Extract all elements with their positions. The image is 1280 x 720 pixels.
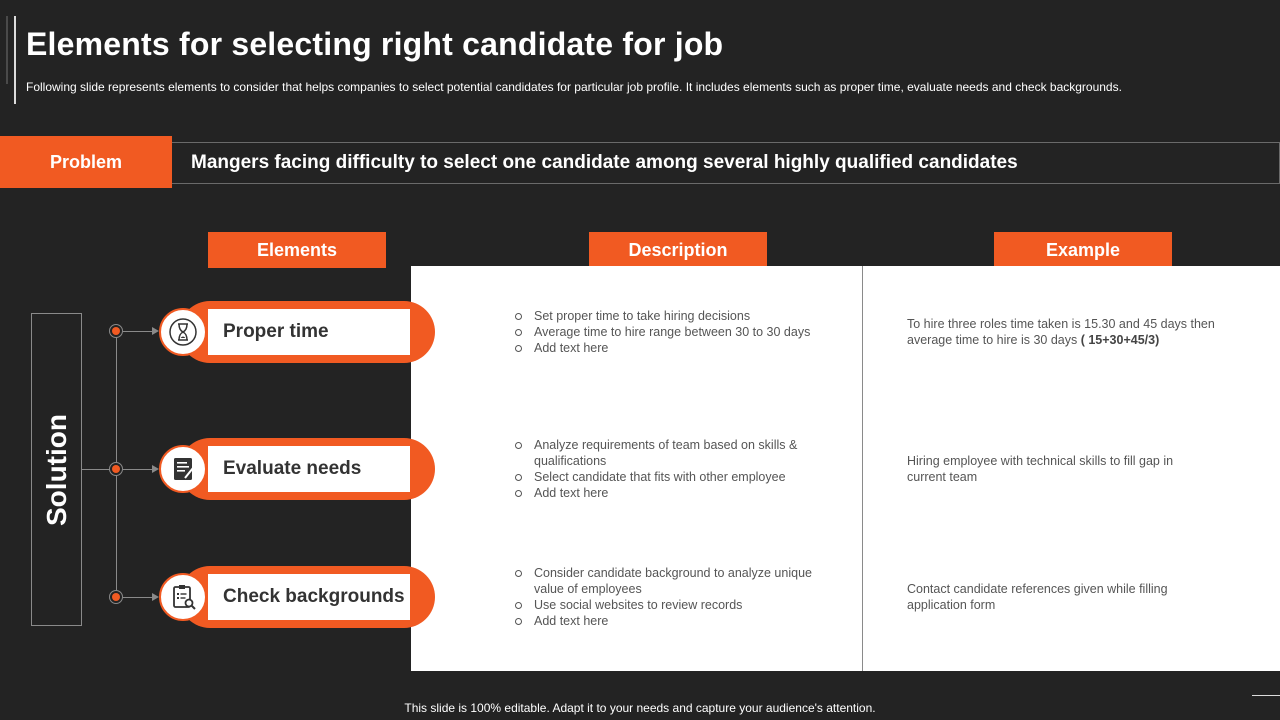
problem-statement: Mangers facing difficulty to select one candidate among several highly qualified candidates (172, 142, 1280, 184)
connector-dot (109, 590, 123, 604)
header-elements: Elements (208, 232, 386, 268)
footer-line (1252, 695, 1280, 696)
hourglass-icon (159, 308, 207, 356)
example-plain: Hiring employee with technical skills to fill gap in current team (907, 454, 1174, 484)
header-example: Example (994, 232, 1172, 268)
arrow-right-icon (152, 465, 159, 473)
arrow-right-icon (152, 593, 159, 601)
example-text (907, 453, 1207, 485)
problem-label: Problem (0, 136, 172, 188)
list-item: Add text here (514, 485, 814, 501)
example-text (907, 316, 1217, 348)
element-label-check-backgrounds: Check backgrounds (208, 574, 410, 620)
list-item: Set proper time to take hiring decisions (514, 308, 844, 324)
footer-note: This slide is 100% editable. Adapt it to your needs and capture your audience's attention. (404, 701, 876, 715)
list-item: Use social websites to review records (514, 597, 844, 613)
title-accent-line (14, 16, 16, 104)
list-item: Add text here (514, 613, 844, 629)
description-list (514, 437, 814, 501)
connector-dot (109, 324, 123, 338)
slide-title: Elements for selecting right candidate for job (26, 26, 724, 62)
description-list (514, 565, 844, 629)
description-list (514, 308, 844, 356)
slide-subtitle: Following slide represents elements to consider that helps companies to select potential candidates for particular job profile. It includes elements such as proper time, evaluate needs and check backgrounds. (26, 80, 1122, 94)
connector-line (123, 331, 153, 332)
solution-label-wrap (31, 313, 82, 626)
list-item: Add text here (514, 340, 844, 356)
arrow-right-icon (152, 327, 159, 335)
connector-line (123, 597, 153, 598)
list-item: Select candidate that fits with other employee (514, 469, 814, 485)
header-description: Description (589, 232, 767, 268)
clipboard-checklist-icon (159, 445, 207, 493)
list-item: Analyze requirements of team based on skills & qualifications (514, 437, 814, 469)
example-plain: To hire three roles time taken is 15.30 and 45 days then average time to hire is 30 days (907, 317, 1215, 347)
list-item: Consider candidate background to analyze unique value of employees (514, 565, 844, 597)
element-label-proper-time: Proper time (208, 309, 410, 355)
connector-line (123, 469, 153, 470)
list-item: Average time to hire range between 30 to 30 days (514, 324, 844, 340)
example-text (907, 581, 1207, 613)
element-label-evaluate-needs: Evaluate needs (208, 446, 410, 492)
example-bold: ( 15+30+45/3) (1080, 333, 1160, 347)
title-accent-bar (6, 16, 8, 84)
example-plain: Contact candidate references given while filling application form (907, 582, 1168, 612)
document-search-icon (159, 573, 207, 621)
panel-divider (862, 266, 863, 671)
solution-label: Solution (40, 413, 72, 526)
connector-line (82, 469, 110, 470)
connector-dot (109, 462, 123, 476)
